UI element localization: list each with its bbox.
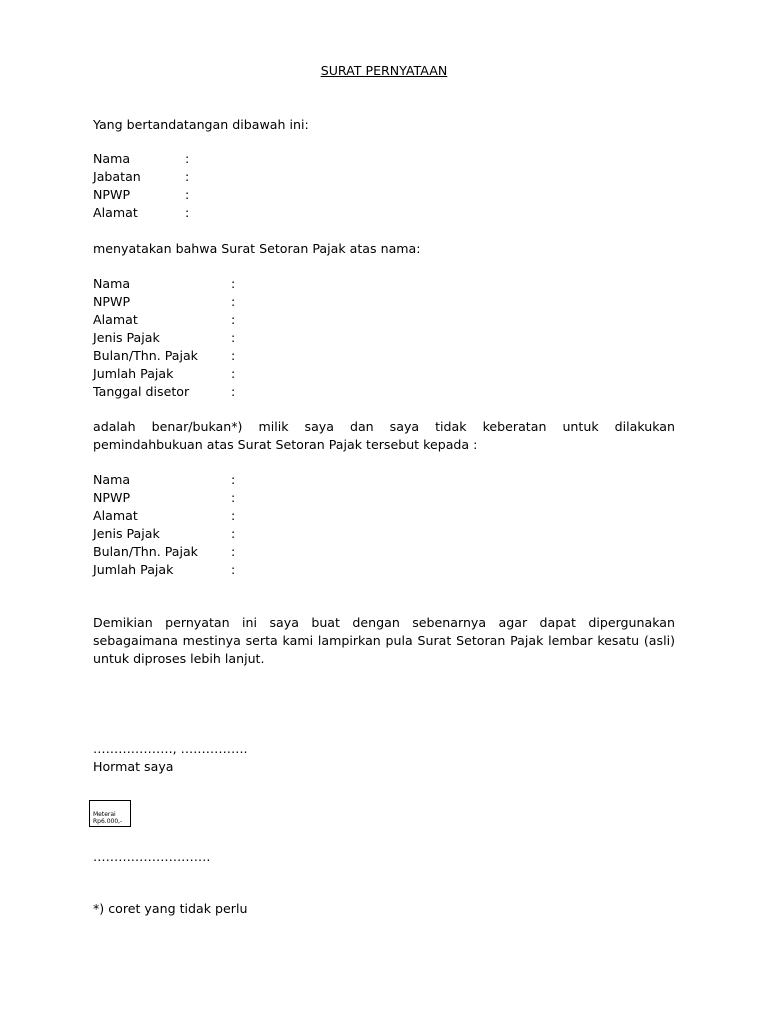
paragraph-line: adalah benar/bukan*) milik saya dan saya tidak keberatan untuk dilakukan bbox=[93, 419, 675, 434]
paragraph-line: pemindahbukuan atas Surat Setoran Pajak tersebut kepada : bbox=[93, 437, 478, 452]
field-colon: : bbox=[185, 151, 190, 166]
field-colon: : bbox=[231, 490, 236, 505]
claim-paragraph bbox=[93, 418, 675, 454]
field-label: Jenis Pajak bbox=[93, 330, 160, 345]
field-label: NPWP bbox=[93, 490, 131, 505]
field-label: Jenis Pajak bbox=[93, 526, 160, 541]
field-colon: : bbox=[231, 276, 236, 291]
field-label: NPWP bbox=[93, 187, 131, 202]
field-colon: : bbox=[231, 526, 236, 541]
field-colon: : bbox=[185, 187, 190, 202]
field-label: Tanggal disetor bbox=[93, 384, 190, 399]
field-colon: : bbox=[231, 366, 236, 381]
field-label: Alamat bbox=[93, 508, 138, 523]
field-colon: : bbox=[231, 330, 236, 345]
field-label: Jumlah Pajak bbox=[93, 366, 174, 381]
field-colon: : bbox=[231, 508, 236, 523]
field-label: Bulan/Thn. Pajak bbox=[93, 348, 198, 363]
field-label: Bulan/Thn. Pajak bbox=[93, 544, 198, 559]
field-colon: : bbox=[231, 562, 236, 577]
paragraph-line: Demikian pernyatan ini saya buat dengan sebenarnya agar dapat dipergunakan bbox=[93, 615, 675, 630]
field-colon: : bbox=[231, 312, 236, 327]
field-colon: : bbox=[185, 205, 190, 220]
field-colon: : bbox=[231, 348, 236, 363]
field-colon: : bbox=[231, 472, 236, 487]
stamp-amount: Rp6.000,- bbox=[93, 818, 123, 825]
stamp-box bbox=[89, 800, 131, 827]
field-colon: : bbox=[185, 169, 190, 184]
field-label: Nama bbox=[93, 276, 131, 291]
field-colon: : bbox=[231, 384, 236, 399]
paragraph-line: sebagaimana mestinya serta kami lampirkan pula Surat Setoran Pajak lembar kesatu (asli) bbox=[93, 633, 675, 648]
field-label: Jumlah Pajak bbox=[93, 562, 174, 577]
place-date-blank: ………………., ……………. bbox=[93, 741, 248, 756]
field-label: Nama bbox=[93, 472, 131, 487]
intro-text: Yang bertandatangan dibawah ini: bbox=[93, 117, 309, 132]
field-label: NPWP bbox=[93, 294, 131, 309]
signature-blank: ………………………. bbox=[93, 849, 211, 864]
field-colon: : bbox=[231, 544, 236, 559]
paragraph-line: untuk diproses lebih lanjut. bbox=[93, 651, 265, 666]
field-label: Jabatan bbox=[93, 169, 141, 184]
field-label: Alamat bbox=[93, 312, 138, 327]
closing-paragraph bbox=[93, 614, 675, 668]
footnote: *) coret yang tidak perlu bbox=[93, 901, 248, 916]
field-label: Alamat bbox=[93, 205, 138, 220]
document-title: SURAT PERNYATAAN bbox=[320, 63, 448, 78]
regards-text: Hormat saya bbox=[93, 759, 174, 774]
statement-intro: menyatakan bahwa Surat Setoran Pajak atas nama: bbox=[93, 241, 421, 256]
stamp-label: Meterai bbox=[93, 811, 116, 818]
field-colon: : bbox=[231, 294, 236, 309]
field-label: Nama bbox=[93, 151, 131, 166]
